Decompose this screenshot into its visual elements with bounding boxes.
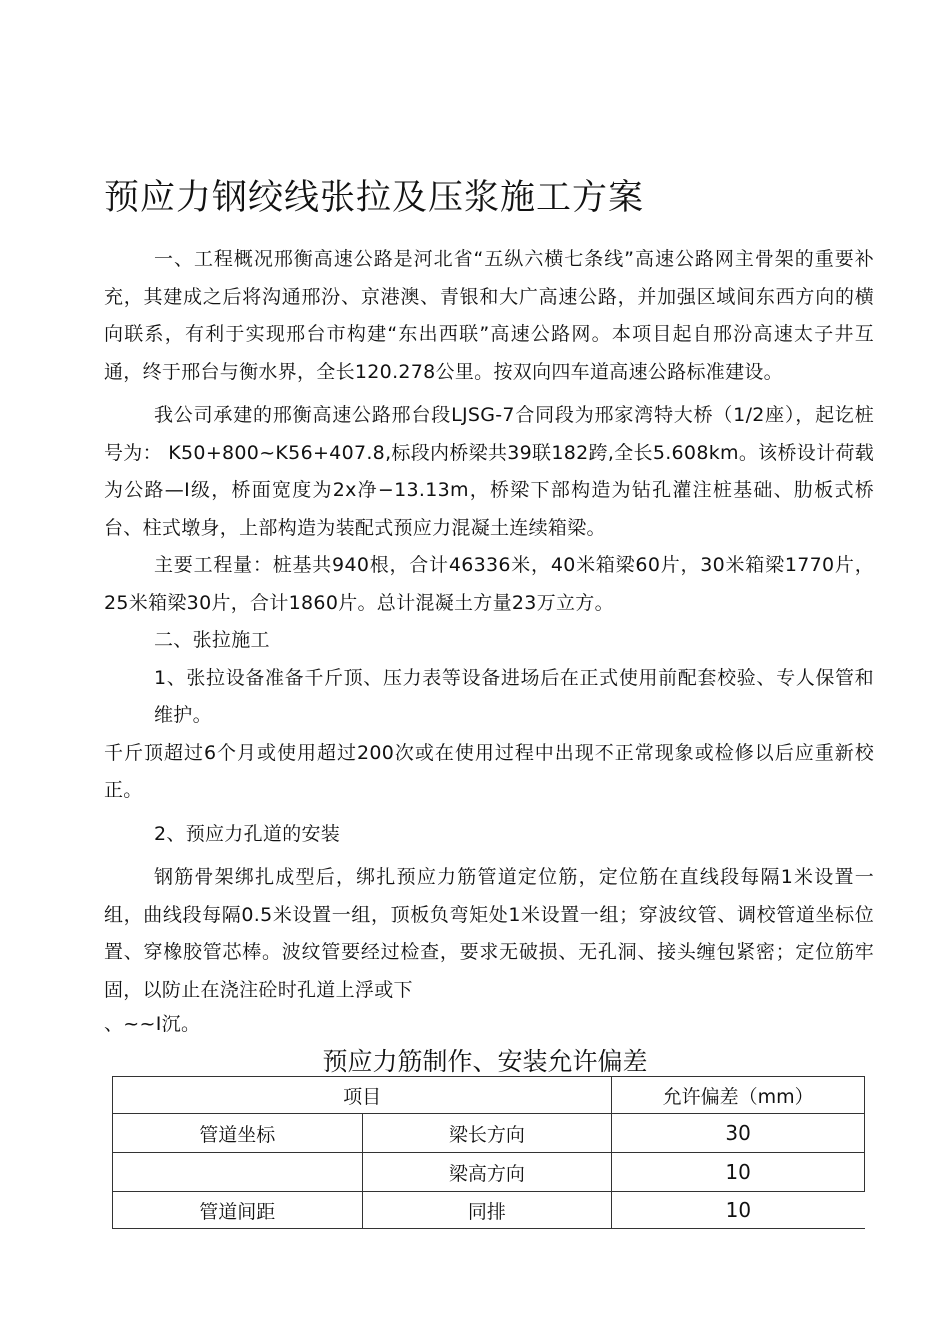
row-group — [113, 1153, 363, 1192]
document-title: 预应力钢绞线张拉及压浆施工方案 — [104, 178, 645, 218]
section-heading-ducts: 2、预应力孔道的安装 — [154, 822, 341, 845]
row-group: 管道间距 — [113, 1192, 363, 1229]
table-row — [113, 1153, 865, 1192]
table-header-row — [113, 1077, 865, 1114]
paragraph-quantities: 主要工程量：桩基共940根，合计46336米，40米箱梁60片，30米箱梁1770片，25米箱梁30片，合计1860片。总计混凝土方量23万立方。 — [104, 554, 874, 614]
table-row — [113, 1114, 865, 1153]
table-caption: 预应力筋制作、安装允许偏差 — [322, 1047, 648, 1076]
document-body — [104, 241, 874, 1039]
row-value: 10 — [612, 1192, 865, 1229]
paragraph-fragment: 、~~I沉。 — [104, 1013, 201, 1035]
paragraph-jack-recalibration: 千斤顶超过6个月或使用超过200次或在使用过程中出现不正常现象或检修以后应重新校正。 — [104, 741, 874, 801]
paragraph-duct-installation: 钢筋骨架绑扎成型后，绑扎预应力筋管道定位筋，定位筋在直线段每隔1米设置一组，曲线段每隔0.5米设置一组，顶板负弯矩处1米设置一组；穿波纹管、调校管道坐标位置、穿橡胶管芯棒。波纹管要经过检查，要求无破损、无孔洞、接头缠包紧密；定位筋牢固，以防止在浇注砼时孔道上浮或下 — [104, 866, 874, 1001]
table-row — [113, 1192, 865, 1229]
header-item: 项目 — [113, 1077, 612, 1114]
row-value: 30 — [612, 1114, 865, 1153]
paragraph-contract: 我公司承建的邢衡高速公路邢台段LJSG-7合同段为邢家湾特大桥（1/2座），起讫桩号为： K50+800~K56+407.8,标段内桥梁共39联182跨,全长5.608km。该桥设计荷载为公路—I级，桥面宽度为2x净−13.13m，桥梁下部构造为钻孔灌注桩基础、肋板式桥台、柱式墩身，上部构造为装配式预应力混凝土连续箱梁。 — [104, 404, 874, 539]
paragraph-equipment: 1、张拉设备准备千斤顶、压力表等设备进场后在正式使用前配套校验、专人保管和维护。 — [154, 666, 874, 726]
section-heading-tensioning: 二、张拉施工 — [154, 629, 270, 651]
row-group: 管道坐标 — [113, 1114, 363, 1153]
row-sub: 梁长方向 — [362, 1114, 612, 1153]
row-sub: 梁高方向 — [362, 1153, 612, 1192]
header-tolerance: 允许偏差（mm） — [612, 1077, 865, 1114]
row-value: 10 — [612, 1153, 865, 1192]
tolerance-table — [112, 1076, 865, 1229]
paragraph-overview: 一、工程概况邢衡高速公路是河北省“五纵六横七条线”高速公路网主骨架的重要补充，其建成之后将沟通邢汾、京港澳、青银和大广高速公路，并加强区域间东西方向的横向联系，有利于实现邢台市构建“东出西联”高速公路网。本项目起自邢汾高速太子井互通，终于邢台与衡水界，全长120.278公里。按双向四车道高速公路标准建设。 — [104, 248, 874, 383]
row-sub: 同排 — [362, 1192, 612, 1229]
